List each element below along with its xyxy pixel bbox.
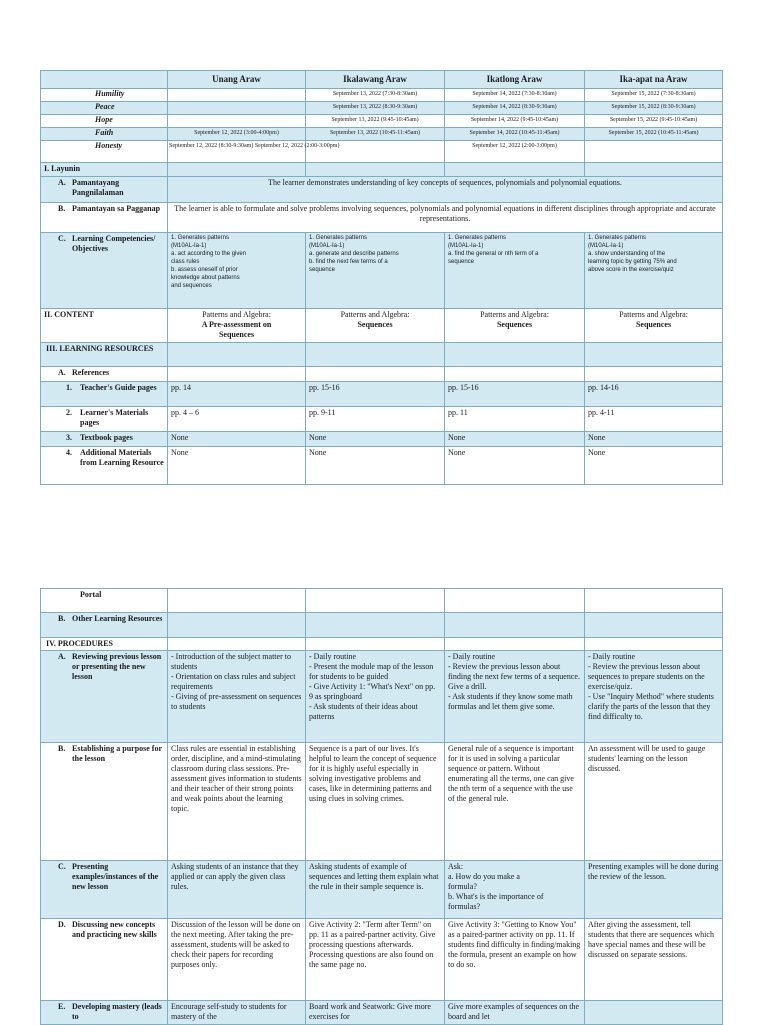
procedure-cell: Ask: a. How do you make a formula? b. What's is the importance of formulas? [445,861,585,919]
day-header-row [41,71,723,89]
procedures-heading-row [41,638,723,651]
procedure-cell: Class rules are essential in establishing order, discipline, and a mind-stimulating classroom during class sessions. Pre-assessment gives information to students and their teacher of their strong points and weak points about the learning topic. [168,743,306,861]
empty-cell [445,613,585,638]
resource-row [41,447,723,485]
content-line: Sequences [635,320,672,329]
row-label [41,367,168,382]
resource-row [41,407,723,432]
row-key: C. [58,234,66,243]
row-key: B. [58,204,66,213]
content-line: Sequences [496,320,533,329]
procedure-cell: - Introduction of the subject matter to students - Orientation on class rules and subject requirements - Giving of pre-assessment on sequences to students [168,651,306,743]
section-name: Faith [41,128,168,141]
competencies-row [41,233,723,309]
header-day-2: Ikalawang Araw [306,71,445,89]
header-empty-cell [41,71,168,89]
label-wrap [44,448,164,468]
row-key: D. [58,920,66,929]
empty-cell [306,589,445,613]
schedule-cell [168,89,306,102]
empty-cell [445,589,585,613]
row-label-text: References [72,368,110,377]
content-standard-text: The learner demonstrates understanding of key concepts of sequences, polynomials and polynomial equations. [168,177,723,203]
row-label-text: Teacher's Guide pages [80,383,157,392]
schedule-cell: September 12, 2022 (8:30-9:30am) September 12, 2022 (2:00-3:00pm) [168,141,306,163]
lesson-plan-table-bottom [40,588,723,1025]
row-key: B. [58,744,66,753]
content-day-2 [306,309,445,343]
procedure-row [41,861,723,919]
empty-cell [445,367,585,382]
label-wrap [44,383,164,393]
procedure-cell: Encourage self-study to students for mastery of the [168,1001,306,1025]
resource-cell: None [168,447,306,485]
content-row [41,309,723,343]
empty-cell [306,367,445,382]
row-label [41,743,168,861]
procedure-cell: Give more examples of sequences on the board and let [445,1001,585,1025]
label-wrap [44,368,164,378]
resource-cell: pp. 9-11 [306,407,445,432]
competency-day-1: 1. Generates patterns (M10AL-Ia-1) a. act according to the given class rules b. assess oneself of prior knowledge about patterns and sequences [168,233,306,309]
section-heading [41,343,168,367]
row-key: E. [58,1002,66,1011]
procedure-cell: Asking students of example of sequences and letting them explain what the rule in their sample sequence is. [306,861,445,919]
content-line: A Pre-assessment on [201,320,272,329]
procedure-cell: - Daily routine - Review the previous lesson about sequences to prepare students on the exercise/quiz. - Use "Inquiry Method" where students clarify the parts of the lesson that they find difficulty to. [585,651,723,743]
heading-text: IV. PROCEDURES [46,639,113,648]
resource-cell: None [585,447,723,485]
content-line: Patterns and Algebra: [340,310,410,319]
section-heading: I. Layunin [41,163,168,177]
empty-cell [306,613,445,638]
row-label [41,589,168,613]
empty-cell [445,163,585,177]
procedure-cell: - Daily routine - Review the previous lesson about finding the next few terms of a sequence. Give a drill. - Ask students if they know some math formulas and let them give some. [445,651,585,743]
row-label-text: Developing mastery (leads to [72,1002,162,1021]
row-label [41,861,168,919]
row-label-text: Textbook pages [80,433,133,442]
empty-cell [168,589,306,613]
competency-day-3: 1. Generates patterns (M10AL-Ia-1) a. find the general or nth term of a sequence [445,233,585,309]
learning-resources-row [41,343,723,367]
schedule-cell: September 14, 2022 (8:30-9:30am) [445,102,585,115]
competency-day-2: 1. Generates patterns (M10AL-Ia-1) a. generate and describe patterns b. find the next few terms of a sequence [306,233,445,309]
competency-day-4: 1. Generates patterns (M10AL-Ia-1) a. show understanding of the learning topic by getting 75% and above score in the exercise/quiz [585,233,723,309]
references-row [41,367,723,382]
procedure-cell: An assessment will be used to gauge students' learning on the lesson discussed. [585,743,723,861]
resource-cell: None [306,432,445,447]
empty-cell [168,613,306,638]
content-day-3 [445,309,585,343]
row-label [41,177,168,203]
section-name: Peace [41,102,168,115]
procedure-cell: Sequence is a part of our lives. It's helpful to learn the concept of sequence for it is highly useful especially in solving investigative problems and cases, like in determining patterns and using clues in solving crimes. [306,743,445,861]
row-label-text: Presenting examples/instances of the new lesson [72,862,159,891]
heading-text: III. LEARNING RESOURCES [46,344,154,353]
empty-cell [168,343,306,367]
label-wrap [44,433,164,443]
schedule-row [41,89,723,102]
label-wrap [44,862,164,892]
performance-standard-row [41,203,723,233]
label-wrap [44,614,164,624]
content-day-1 [168,309,306,343]
schedule-cell: September 14, 2022 (7:30-8:30am) [445,89,585,102]
content-day-4 [585,309,723,343]
procedure-cell: General rule of a sequence is important for it is used in solving a particular sequence or pattern. Without enumerating all the terms, one can give the nth term of a sequence with the use of the general rule. [445,743,585,861]
portal-label: Portal [80,590,102,599]
resource-cell: pp. 15-16 [306,382,445,407]
resource-cell: None [306,447,445,485]
row-key: B. [58,614,66,623]
label-wrap [44,652,164,682]
content-line: Patterns and Algebra: [480,310,549,319]
procedure-row [41,919,723,1001]
schedule-cell: September 15, 2022 (8:30-9:30am) [585,102,723,115]
row-key: C. [58,862,66,871]
label-wrap [44,1002,164,1022]
resource-cell: pp. 4-11 [585,407,723,432]
schedule-cell [585,141,723,163]
procedure-cell: Give Activity 2: "Term after Term" on pp. 11 as a paired-partner activity. Give processing questions afterwards. Processing questions are also found on the same page no. [306,919,445,1001]
schedule-cell: September 13, 2022 (8:30-9:30am) [306,102,445,115]
section-name: Humility [41,89,168,102]
other-resources-row [41,613,723,638]
schedule-cell: September 15, 2022 (10:45-11:45am) [585,128,723,141]
row-key: A. [58,652,66,661]
row-label [41,432,168,447]
procedure-cell: Asking students of an instance that they applied or can apply the given class rules. [168,861,306,919]
schedule-cell [168,102,306,115]
row-label-text: Learning Competencies/ Objectives [72,234,156,253]
row-label-text: Pamantayan sa Pagganap [72,204,161,213]
empty-cell [306,163,445,177]
schedule-cell: September 13, 2022 (10:45-11:45am) [306,128,445,141]
empty-cell [445,343,585,367]
content-line: Sequences [218,330,255,339]
row-label-text: Additional Materials from Learning Resource [80,448,164,467]
resource-row [41,382,723,407]
label-wrap [44,234,164,254]
row-label [41,233,168,309]
row-label-text: Discussing new concepts and practicing new skills [72,920,157,939]
empty-cell [168,163,306,177]
procedure-cell: Give Activity 3: "Getting to Know You" as a paired-partner activity on pp. 11. If students find difficulty in finding/making the formula, present an example on how to do so. [445,919,585,1001]
procedure-cell: Board work and Seatwork: Give more exercises for [306,1001,445,1025]
label-wrap [44,204,164,214]
lesson-plan-table-top [40,70,723,485]
schedule-cell: September 13, 2022 (9:45-10:45am) [306,115,445,128]
schedule-cell: September 12, 2022 (3:00-4:00pm) [168,128,306,141]
row-key: 1. [66,383,72,392]
empty-cell [168,638,306,651]
empty-cell [585,343,723,367]
row-label [41,407,168,432]
label-wrap [44,920,164,940]
row-label-text: Other Learning Resources [72,614,163,623]
row-key: A. [58,368,66,377]
content-line: Patterns and Algebra: [202,310,271,319]
row-label [41,447,168,485]
row-label [41,651,168,743]
procedure-row [41,651,723,743]
row-label-text: Reviewing previous lesson or presenting the new lesson [72,652,162,681]
portal-row [41,589,723,613]
row-label [41,382,168,407]
procedure-cell: After giving the assessment, tell students that there are sequences which have special names and these will be discussed on separate sessions. [585,919,723,1001]
procedure-row [41,1001,723,1025]
schedule-row [41,115,723,128]
section-heading: II. CONTENT [41,309,168,343]
label-wrap [44,744,164,764]
resource-cell: pp. 15-16 [445,382,585,407]
schedule-cell: September 13, 2022 (7:30-8:30am) [306,89,445,102]
procedure-row [41,743,723,861]
row-label-text: Establishing a purpose for the lesson [72,744,162,763]
procedure-cell: - Daily routine - Present the module map of the lesson for students to be guided - Give Activity 1: "What's Next" on pp. 9 as springboard - Ask students of their ideas about patterns [306,651,445,743]
schedule-cell: September 12, 2022 (2:00-3:00pm) [445,141,585,163]
content-standard-row [41,177,723,203]
resource-cell: None [168,432,306,447]
empty-cell [306,343,445,367]
performance-standard-text: The learner is able to formulate and solve problems involving sequences, polynomials and polynomial equations in different disciplines through appropriate and accurate representations. [168,203,723,233]
procedure-cell [585,1001,723,1025]
schedule-cell: September 15, 2022 (9:45-10:45am) [585,115,723,128]
section-name: Honesty [41,141,168,163]
resource-row [41,432,723,447]
label-wrap [44,178,164,198]
row-key: 4. [66,448,72,457]
empty-cell [585,589,723,613]
label-wrap [44,408,164,428]
section-heading [41,638,168,651]
row-key: 3. [66,433,72,442]
schedule-cell: September 14, 2022 (9:45-10:45am) [445,115,585,128]
row-label [41,203,168,233]
procedure-cell: Presenting examples will be done during the review of the lesson. [585,861,723,919]
row-label-text: Pamantayang Pangnilalaman [72,178,124,197]
empty-cell [585,613,723,638]
empty-cell [168,367,306,382]
schedule-row [41,128,723,141]
empty-cell [306,638,445,651]
header-day-3: Ikatlong Araw [445,71,585,89]
content-line: Patterns and Algebra: [619,310,688,319]
header-day-1: Unang Araw [168,71,306,89]
empty-cell [585,163,723,177]
empty-cell [585,367,723,382]
resource-cell: None [585,432,723,447]
schedule-cell: September 15, 2022 (7:30-8:30am) [585,89,723,102]
resource-cell: None [445,447,585,485]
procedure-cell: Discussion of the lesson will be done on the next meeting. After taking the pre-assessment, students will be asked to check their papers for recording purposes only. [168,919,306,1001]
resource-cell: pp. 11 [445,407,585,432]
row-label [41,1001,168,1025]
content-line: Sequences [357,320,393,329]
empty-cell [585,638,723,651]
resource-cell: pp. 14-16 [585,382,723,407]
header-day-4: Ika-apat na Araw [585,71,723,89]
row-key: A. [58,178,66,187]
empty-cell [445,638,585,651]
row-label [41,919,168,1001]
schedule-row [41,141,723,163]
layunin-heading-row [41,163,723,177]
row-key: 2. [66,408,72,417]
resource-cell: pp. 4 – 6 [168,407,306,432]
schedule-cell [168,115,306,128]
row-label [41,613,168,638]
schedule-row [41,102,723,115]
resource-cell: None [445,432,585,447]
section-name: Hope [41,115,168,128]
resource-cell: pp. 14 [168,382,306,407]
row-label-text: Learner's Materials pages [80,408,149,427]
schedule-cell: September 14, 2022 (10:45-11:45am) [445,128,585,141]
